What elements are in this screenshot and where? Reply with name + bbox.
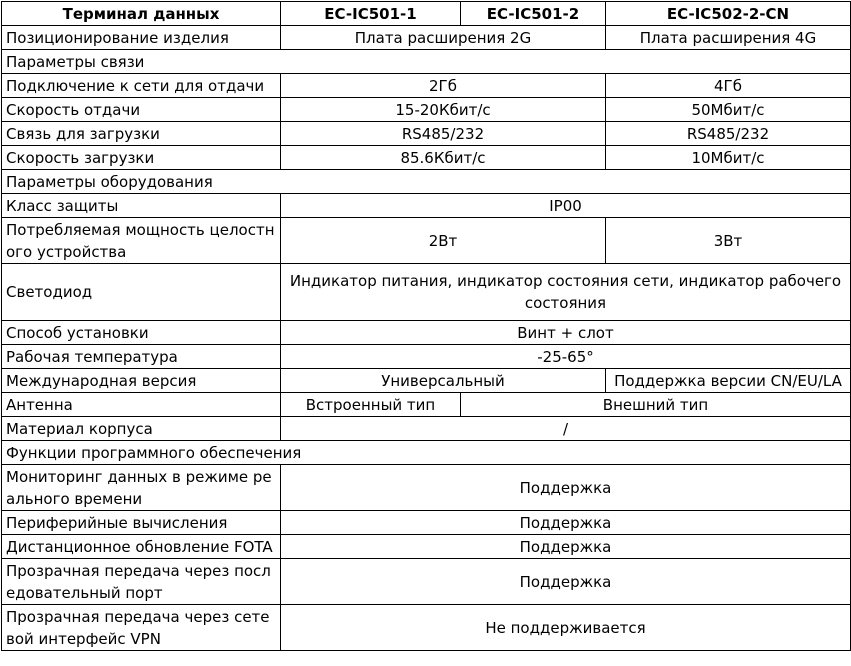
cell-value: Поддержка версии CN/EU/LA <box>606 369 851 393</box>
table-row <box>2 98 851 122</box>
table-row <box>2 345 851 369</box>
table-row <box>2 605 851 651</box>
section-label: Функции программного обеспечения <box>2 441 851 465</box>
table-row <box>2 559 851 605</box>
section-label: Параметры связи <box>2 50 851 74</box>
cell-value: Винт + слот <box>281 321 851 345</box>
cell-value: 3Вт <box>606 218 851 264</box>
row-label: Потребляемая мощность целостн ого устройства <box>2 218 281 264</box>
row-label: Международная версия <box>2 369 281 393</box>
row-label: Скорость загрузки <box>2 146 281 170</box>
row-label: Способ установки <box>2 321 281 345</box>
row-label: Подключение к сети для отдачи <box>2 74 281 98</box>
section-label: Параметры оборудования <box>2 170 851 194</box>
cell-value: Универсальный <box>281 369 606 393</box>
table-row <box>2 393 851 417</box>
spec-table <box>1 1 851 651</box>
cell-value: / <box>281 417 851 441</box>
section-row <box>2 50 851 74</box>
header-cell: EC-IC501-1 <box>281 2 461 26</box>
table-row <box>2 511 851 535</box>
cell-value: Поддержка <box>281 511 851 535</box>
row-label: Позиционирование изделия <box>2 26 281 50</box>
cell-value: 2Гб <box>281 74 606 98</box>
cell-value: Поддержка <box>281 559 851 605</box>
table-row <box>2 369 851 393</box>
cell-value: 50Мбит/с <box>606 98 851 122</box>
cell-value: Внешний тип <box>461 393 851 417</box>
table-row <box>2 74 851 98</box>
row-label: Класс защиты <box>2 194 281 218</box>
cell-value: 4Гб <box>606 74 851 98</box>
cell-value: Индикатор питания, индикатор состояния сети, индикатор рабочего состояния <box>281 264 851 321</box>
cell-value: IP00 <box>281 194 851 218</box>
table-row <box>2 535 851 559</box>
cell-value: RS485/232 <box>281 122 606 146</box>
table-row <box>2 218 851 264</box>
cell-value: -25-65° <box>281 345 851 369</box>
header-cell: Терминал данных <box>2 2 281 26</box>
row-label: Материал корпуса <box>2 417 281 441</box>
header-row <box>2 2 851 26</box>
header-cell: EC-IC501-2 <box>461 2 606 26</box>
table-row <box>2 264 851 321</box>
cell-value: Не поддерживается <box>281 605 851 651</box>
cell-value: Плата расширения 2G <box>281 26 606 50</box>
section-row <box>2 441 851 465</box>
cell-value: Плата расширения 4G <box>606 26 851 50</box>
cell-value: RS485/232 <box>606 122 851 146</box>
cell-value: 85.6Кбит/с <box>281 146 606 170</box>
table-row <box>2 465 851 511</box>
row-label: Прозрачная передача через посл едовательный порт <box>2 559 281 605</box>
cell-value: Поддержка <box>281 535 851 559</box>
row-label: Антенна <box>2 393 281 417</box>
row-label: Прозрачная передача через сете вой интерфейс VPN <box>2 605 281 651</box>
table-row <box>2 146 851 170</box>
cell-value: Встроенный тип <box>281 393 461 417</box>
cell-value: Поддержка <box>281 465 851 511</box>
row-label: Связь для загрузки <box>2 122 281 146</box>
row-label: Периферийные вычисления <box>2 511 281 535</box>
section-row <box>2 170 851 194</box>
table-row <box>2 194 851 218</box>
cell-value: 10Мбит/с <box>606 146 851 170</box>
row-label: Скорость отдачи <box>2 98 281 122</box>
row-label: Дистанционное обновление FOTA <box>2 535 281 559</box>
table-row <box>2 26 851 50</box>
table-row <box>2 122 851 146</box>
cell-value: 15-20Кбит/с <box>281 98 606 122</box>
cell-value: 2Вт <box>281 218 606 264</box>
row-label: Рабочая температура <box>2 345 281 369</box>
row-label: Светодиод <box>2 264 281 321</box>
header-cell: EC-IC502-2-CN <box>606 2 851 26</box>
table-row <box>2 417 851 441</box>
table-row <box>2 321 851 345</box>
row-label: Мониторинг данных в режиме ре ального времени <box>2 465 281 511</box>
